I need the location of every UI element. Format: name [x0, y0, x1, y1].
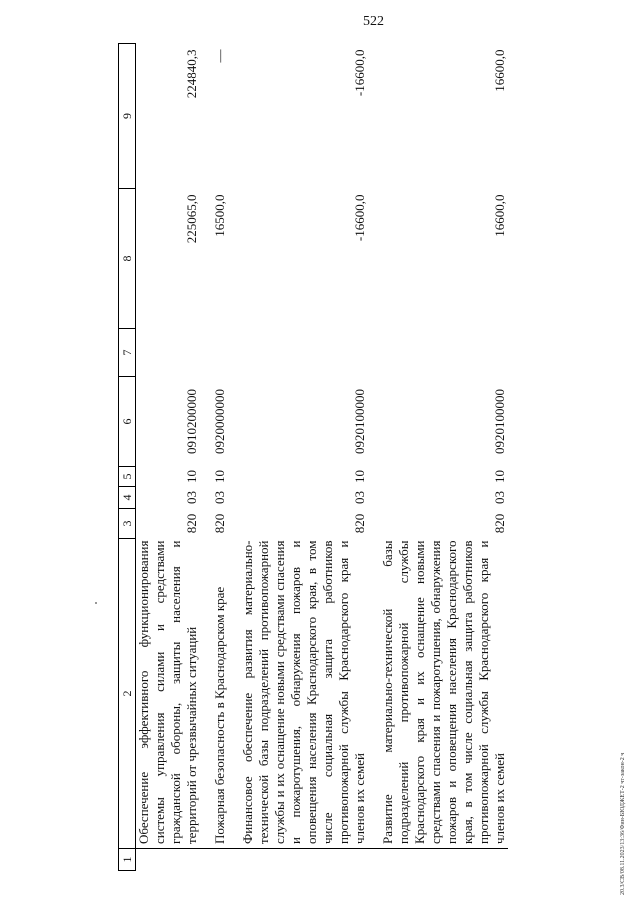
table-row	[240, 44, 368, 871]
cell-csr: 0920100000	[492, 389, 507, 454]
cell-pr: 10	[492, 470, 507, 483]
row-gap	[368, 44, 380, 871]
cell-pr: 10	[184, 470, 199, 483]
cell-csr: 0910200000	[184, 389, 199, 454]
table-row	[380, 44, 508, 871]
cell-rz: 03	[352, 491, 367, 504]
col-header-2: 2	[119, 539, 136, 849]
cell-rz: 03	[184, 491, 199, 504]
row-name: Развитие материально-технической базы подразделений противопожарной службы Краснодарского края и их оснащение новыми средствами спасения и пожаротушения, обнаружения пожаров и оповещения населения Краснодарского края, в том числе социальная защита работников противопожарной службы Краснодарского края и членов их семей	[380, 539, 508, 849]
col-header-9: 9	[119, 44, 136, 189]
cell-amount-2: -16600,0	[352, 49, 367, 97]
col-header-6: 6	[119, 377, 136, 467]
cell-amount-1: -16600,0	[352, 194, 367, 242]
cell-vr	[240, 329, 368, 377]
row-gap	[228, 44, 240, 871]
row-name: Пожарная безопасность в Краснодарском крае	[212, 539, 228, 849]
col-header-4: 4	[119, 487, 136, 509]
cell-vr	[380, 329, 508, 377]
cell-rz: 03	[212, 491, 227, 504]
cell-ved: 820	[352, 513, 367, 534]
cell-ved: 820	[212, 513, 227, 534]
col-header-7: 7	[119, 329, 136, 377]
col-header-3: 3	[119, 509, 136, 539]
cell-ved: 820	[184, 513, 199, 534]
col-header-1: 1	[119, 849, 136, 871]
cell-ved: 820	[492, 513, 507, 534]
footer-code: 20.3/СВ/08.11.2023/13:36/Фин-БЮДЖЕТ-2 чт-закон-2 ч	[620, 752, 626, 895]
cell-amount-2: —	[212, 49, 227, 63]
cell-amount-2: 224840,3	[184, 49, 199, 99]
header-row	[119, 44, 136, 871]
table-row	[212, 44, 228, 871]
table-row	[136, 44, 201, 871]
rotated-table-container	[118, 44, 612, 871]
row-gap	[200, 44, 212, 871]
page-number: 522	[363, 14, 384, 29]
cell-vr	[212, 329, 228, 377]
col-header-8: 8	[119, 189, 136, 329]
cell-amount-1: 16600,0	[492, 194, 507, 237]
cell-amount-2: 16600,0	[492, 49, 507, 92]
cell-pr: 10	[212, 470, 227, 483]
cell-csr: 0920000000	[212, 389, 227, 454]
cell-vr	[136, 329, 201, 377]
col-header-5: 5	[119, 467, 136, 487]
cell-rz: 03	[492, 491, 507, 504]
row-name: Финансовое обеспечение развития материально-технической базы подразделений противопожарной службы и их оснащение новыми средствами спасения и пожаротушения, обнаружения пожаров и оповещения населения Краснодарского края, в том числе социальная защита работников противопожарной службы Краснодарского края и членов их семей	[240, 539, 368, 849]
cell-pr: 10	[352, 470, 367, 483]
budget-table	[118, 43, 508, 871]
cell-amount-1: 225065,0	[184, 194, 199, 244]
cell-amount-1: 16500,0	[212, 194, 227, 237]
row-name: Обеспечение эффективного функционирования системы управления силами и средствами гражданской обороны, защиты населения и территорий от чрезвычайных ситуаций	[136, 539, 201, 849]
cell-csr: 0920100000	[352, 389, 367, 454]
scan-speck	[95, 602, 97, 604]
